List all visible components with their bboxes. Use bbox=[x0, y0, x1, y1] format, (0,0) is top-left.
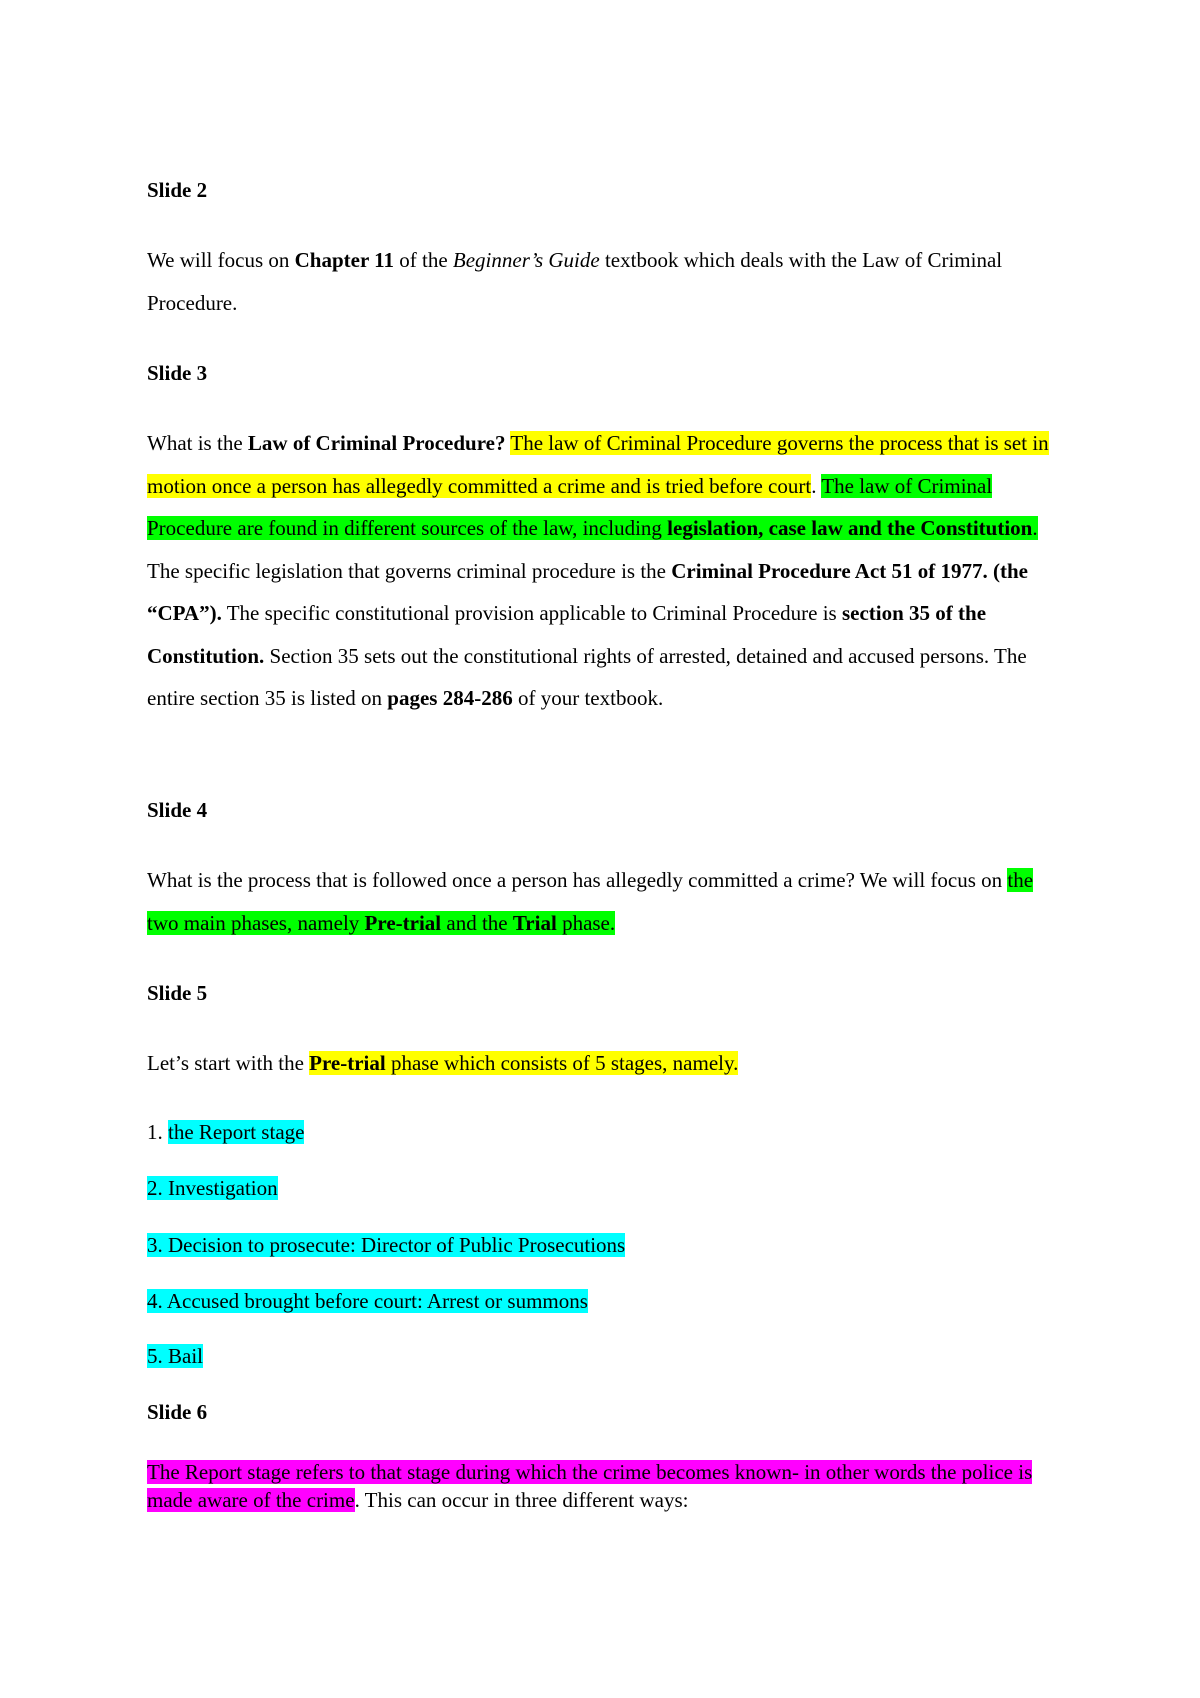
slide-heading: Slide 2 bbox=[147, 178, 208, 202]
green-highlight-bold: Trial bbox=[512, 910, 557, 935]
text-run: . This can occur in three different ways: bbox=[354, 1488, 689, 1512]
bold-text: Criminal Procedure Act 51 of 1977. (the “CPA”). bbox=[147, 558, 1028, 625]
text-run: What is the process that is followed once a person has allegedly committed a crime? We will focus on bbox=[147, 868, 1008, 892]
paragraph bbox=[147, 422, 1067, 720]
italic-text: Beginner’s Guide bbox=[452, 248, 600, 272]
cyan-highlight: 2. Investigation bbox=[147, 1176, 278, 1200]
paragraph bbox=[147, 239, 1067, 324]
bold-text: section 35 of the Constitution. bbox=[147, 601, 987, 668]
bold-text: Chapter 11 bbox=[294, 248, 394, 272]
text-run: . bbox=[811, 473, 822, 498]
green-highlight: the two main phases, namely bbox=[147, 868, 1034, 935]
green-highlight: and the bbox=[441, 910, 513, 935]
bold-text: Law of Criminal Procedure? bbox=[247, 431, 506, 455]
list-item bbox=[147, 1173, 1067, 1203]
slide-heading: Slide 5 bbox=[147, 981, 208, 1005]
list-item bbox=[147, 1117, 1067, 1147]
list-item bbox=[147, 1286, 1067, 1316]
text-run: Section 35 sets out the constitutional rights of arrested, detained and accused persons. The entire section 35 is listed on bbox=[147, 643, 1027, 710]
list-number: 1. bbox=[147, 1120, 168, 1144]
list-item bbox=[147, 1230, 1067, 1260]
cyan-highlight: 4. Accused brought before court: Arrest or summons bbox=[147, 1289, 588, 1313]
green-highlight: phase. bbox=[556, 910, 616, 935]
paragraph bbox=[147, 859, 1067, 944]
paragraph bbox=[147, 1042, 1067, 1085]
slide-heading: Slide 4 bbox=[147, 798, 208, 822]
text-run: Let’s start with the bbox=[147, 1051, 310, 1075]
text-run: The specific constitutional provision applicable to Criminal Procedure is bbox=[221, 601, 842, 625]
green-highlight: The law of Criminal Procedure are found in different sources of the law, including bbox=[147, 473, 993, 540]
slide-heading: Slide 3 bbox=[147, 361, 208, 385]
yellow-highlight: phase which consists of 5 stages, namely. bbox=[385, 1051, 739, 1075]
slide-heading: Slide 6 bbox=[147, 1400, 208, 1424]
yellow-highlight-bold: Pre-trial bbox=[309, 1051, 386, 1075]
text-run: We will focus on bbox=[147, 248, 295, 272]
list-item bbox=[147, 1341, 1067, 1371]
text-run: What is the bbox=[147, 431, 248, 455]
yellow-highlight: The law of Criminal Procedure governs the process that is set in motion once a person has allegedly committed a crime and is tried before court bbox=[147, 431, 1049, 498]
bold-text: pages 284-286 bbox=[387, 686, 513, 710]
cyan-highlight: the Report stage bbox=[168, 1120, 305, 1144]
paragraph bbox=[147, 1458, 1067, 1514]
green-highlight-bold: legislation, case law and the Constitution bbox=[667, 516, 1033, 540]
text-run: textbook which deals with the Law of Criminal Procedure. bbox=[147, 248, 1003, 315]
green-highlight: . bbox=[1032, 516, 1038, 540]
cyan-highlight: 3. Decision to prosecute: Director of Public Prosecutions bbox=[147, 1233, 626, 1257]
cyan-highlight: 5. Bail bbox=[147, 1344, 203, 1368]
green-highlight-bold: Pre-trial bbox=[364, 910, 442, 935]
text-run: The specific legislation that governs criminal procedure is the bbox=[147, 558, 672, 583]
text-run: of your textbook. bbox=[512, 686, 664, 710]
magenta-highlight: The Report stage refers to that stage during which the crime becomes known- in other words the police is made aware of the crime bbox=[147, 1460, 1033, 1512]
text-run: of the bbox=[394, 248, 453, 272]
